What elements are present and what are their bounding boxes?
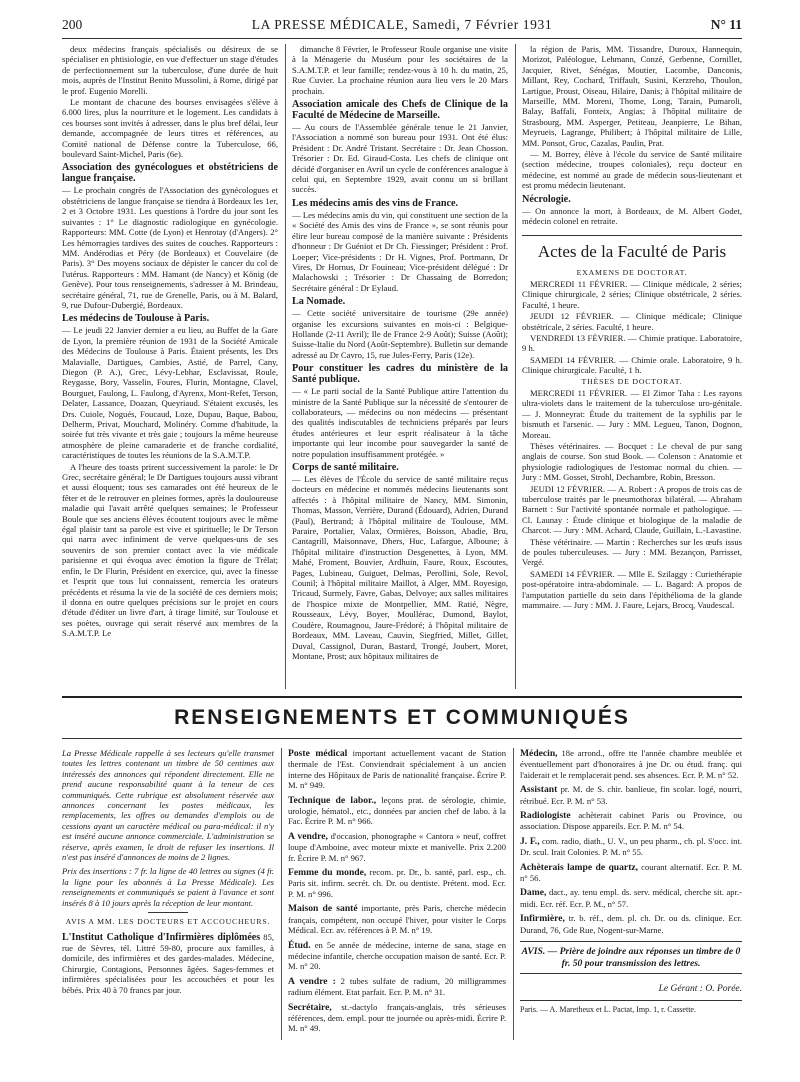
page-header xyxy=(62,17,742,35)
news-paragraph: — Au cours de l'Assemblée générale tenue le 21 Janvier, l'Association a nommé son bureau pour 1931. Ont été élus: Président : Dr. André Tristant. Secrétaire : Dr. Jean Chosson. Trésorier : Dr. Ed. Giraud-Costa. Les chefs de clinique ont décidé d'organiser en Avril un cycle de conférences analogue à celui qui, en Septembre 1929, avait connu un si brillant succès. xyxy=(292,122,508,195)
ad-body: pr. M. de S. chir. banlieue, fin scolar. logé, nourri, rétribué. Ecr. P. M. n° 53. xyxy=(520,784,742,806)
theses-list xyxy=(522,388,742,611)
band-top-rule xyxy=(62,696,742,698)
ad-lead: Femme du monde, xyxy=(288,867,367,879)
classified-ad xyxy=(288,903,506,935)
ad-lead: A vendre, xyxy=(288,830,328,842)
ad-body: tr. b. réf., dem. pl. ch. Dr. ou ds. clinique. Ecr. Durand, 76, Gde Rue, Nogent-sur-Marne. xyxy=(520,913,742,935)
news-paragraph: — Le prochain congrès de l'Association des gynécologues et obstétriciens de langue française se tiendra à Bordeaux les 1er, 2 et 3 Octobre 1931. Les questions à l'ordre du jour sont les suivantes : 1° Le diagnostic radiologique en gynécologie. Rapporteurs: MM. Cotte (de Lyon) et Henrotay (d'Angers). 2° Les hémorragies tardives des suites de couches. Rapporteurs : MM. Andérodias et Péry (de Bordeaux) et Couvelaire (de Paris). 3° Des moyens sociaux de dépister le cancer du col de l'utérus. Rapporteurs : MM. Hamant (de Nancy) et König (de Genève). Pour tous renseignements, s'adresser à M. Brindeau, secrétaire général, 71, rue de Grenelle, Paris, ou à M. Balard, 9, rue Dufour-Dubergié, Bordeaux. xyxy=(62,185,278,310)
ad-lead: Maison de santé xyxy=(288,903,358,915)
exam-entry: MERCREDI 11 FÉVRIER. — Clinique médicale, 2 séries; Clinique chirurgicale, 2 séries; Clinique obstétricale, 2 séries. Faculté, 1 heure. xyxy=(522,278,742,310)
news-heading: Corps de santé militaire. xyxy=(292,462,399,473)
ad-body: courant alternatif. Ecr. P. M. n° 56. xyxy=(520,861,742,884)
exam-entry: VENDREDI 13 FÉVRIER. — Chimie pratique. Laboratoire, 9 h. xyxy=(522,332,742,354)
classified-ad xyxy=(288,795,506,827)
exam-entry: JEUDI 12 FÉVRIER. — Clinique médicale; Clinique obstétricale, 2 séries. Faculté, 1 heure. xyxy=(522,311,742,332)
ad-body: recom. pr. Dr., b. santé, parl. esp., ch. Paris sit. infirm. secrét. ch. Dr. ou dentiste. Prétent. mod. Ecr. P. M. n° 996. xyxy=(288,867,506,899)
ad-body: 18e arrond., offre tte l'année chambre meublée et éventuellement part d'honoraires à jne Dr. ou étud. franç. qui l'aiderait et le remplacerait pend. ses absences. Ecr. P. M. n° 52. xyxy=(520,748,742,780)
ad-body: 2 tubes sulfate de radium, 20 milligrammes radium élément. Etat parfait. Ecr. P. M. n° 31. xyxy=(288,975,506,998)
classified-list xyxy=(520,748,742,935)
announcements-column-1 xyxy=(62,748,274,1040)
news-paragraph: — On annonce la mort, à Bordeaux, de M. Albert Godet, médecin colonel en retraite. xyxy=(522,205,742,227)
news-paragraph: A l'heure des toasts prirent successivement la parole: le Dr Grec, secrétaire général; le Dr Dartigues toujours aussi vibrant et aussi éloquent; tous ses camarades ont été heureux de le fêter et de le retrouver en pleines formes, après la douloureuse maladie qui l'avait arrêté quelques semaines; le Professeur Boule que ses anciens élèves écoutent toujours avec le même égal plaisir tant sa parole est vive et spirituelle; le Dr Terson qui narra avec infiniment de verve quelques-uns de ses souvenirs de son premier contact avec la vie médicale parisienne et qui évoqua avec émotion la figure de Trélat; enfin, le Dr Flurin, Président en exercice, qui, avec la finesse et l'esprit que tous lui connaissent, remercia les orateurs précédents et résuma la vie de la société de ces derniers mois; il donna en outre quelques précisions sur le projet en cours d'étude d'éditer un livre d'art, à tirage limité, sur Toulouse et ses poètes, ouvrage qui serait réservé aux membres de la S.A.M.T.P. Le xyxy=(62,461,278,639)
ad-body: achèterait cabinet Paris ou Province, ou association. Dispose appareils. Ecr. P. M. n° 54. xyxy=(520,810,742,832)
thesis-entry: SAMEDI 14 FÉVRIER. — Mlle E. Szilaggy : Curiethérapie post-opératoire intra-abdominale. — L. Bagard: A propos de l'amputation partielle du sein dans l'épithélioma de la glande mammaire. — Jury : MM. J. Faure, Lejars, Brocq, Vaudescal. xyxy=(522,568,742,611)
classified-ad xyxy=(520,748,742,780)
thesis-entry: MERCREDI 11 FÉVRIER. — El Zimor Taha : Les rayons ultra-violets dans le traitement de la tuberculose uro-génitale. — J. Monneyrat: Étude du traitement de la syphilis par le bismuth et l'arsenic. — Jury : MM. Legueu, Tanon, Dognon, Moreau. xyxy=(522,387,742,440)
thesis-entry: Thèse vétérinaire. — Martin : Recherches sur les œufs issus de poules tuberculeuses. — Jury : MM. Bezançon, Parrisset, Vergé. xyxy=(522,536,742,568)
thesis-entry: Thèses vétérinaires. — Bocquet : Le cheval de pur sang anglais de course. Son stud Book. — Colenson : Anatomie et physiologie radiologiques de l'estomac normal du chien. — Jury : MM. Gosset, Strohl, Dechambre, Robin, Bresson. xyxy=(522,441,742,483)
ad-lead: Étud. xyxy=(288,939,311,951)
news-heading: Nécrologie. xyxy=(522,193,571,205)
classified-ad xyxy=(288,831,506,863)
news-paragraph: — Le jeudi 22 Janvier dernier a eu lieu, au Buffet de la Gare de Lyon, la première réunion de 1931 de la Société Amicale des Médecins de Toulouse à Paris. Étaient présents, les Drs Malavialle, Dartigues, Cambies, Astié, de Parrel, Cany, Diegon (P. A.), Grec, Lévy-Lebhar, Esclavissat, Roule, Reygasse, Bory, Vasselin, Foures, Flurin, Montagne, Clavel, Bourguet, Faulong, L. Faulong, d'Ayrenx, Mont-Refet, Terson, Delater, Lassance, Doazan, Queyriaud. S'étaient excusés, les Drs. Cuiole, Nogués, Foucaud, Loze, Dupau, Baque, Babou, Delherm, Privat, Mouchard, Molinéry. Comme d'habitude, la soirée fut très vivante et très gaie ; toujours la même heureuse atmosphère de pleine camaraderie et de franche cordialité, caractéristiques de toutes les réunions de la S.A.M.T.P. xyxy=(62,325,278,461)
news-paragraph: dimanche 8 Février, le Professeur Roule organise une visite à la Ménagerie du Muséum pour les sociétaires de la S.A.M.T.P. et leur famille; rendez-vous à 10 h. du matin, 25, Rue Cuvier. La prochaine réunion aura lieu vers le 20 Mars prochain. xyxy=(292,44,508,96)
classified-ad xyxy=(520,862,742,884)
ad-body: leçons prat. de sérologie, chimie, urologie, hématol., etc., données par ancien chef de labo. à la Fac. Écrire P. M. n° 966. xyxy=(288,794,506,827)
ad-lead: Achèterais lampe de quartz, xyxy=(520,861,639,873)
classified-ad xyxy=(288,976,506,998)
column-divider xyxy=(513,748,514,1040)
ad-lead: Technique de labor., xyxy=(288,794,377,806)
institute-details: 85, rue de Sèvres, tél. Littré 59-80, procure aux familles, à domicile, des infirmières et des gardes-malades. Médecine, Chirurgie, Contagions, Personnes âgées. Sages-femmes et infirmières spécialisées pour les accouchées et pour les bébés. Prix 40 à 70 francs par jour. xyxy=(62,931,274,995)
notice-intro: La Presse Médicale rappelle à ses lecteurs qu'elle transmet toutes les lettres contenant un timbre de 50 centimes aux intéressés des annonces qui répondent directement. Elle ne prend aucune responsabilité quant à la teneur de ces communiqués. Cette rubrique est absolument réservée aux annonces concernant les postes médicaux, les remplacements, les offres ou demandes d'emplois ou de cessions ayant un caractère médical ou para-médical: il n'y est inséré aucune annonce commerciale. L'administration se réserve, après examen, le droit de refuser les insertions. Il n'est pas inséré d'annonces de moins de 2 lignes. xyxy=(62,748,274,863)
announcements-column-2 xyxy=(288,748,506,1040)
institute-name: L'Institut Catholique d'Infirmières diplômées xyxy=(62,931,261,943)
avis-heading: AVIS A MM. LES DOCTEURS ET ACCOUCHEURS. xyxy=(65,917,271,927)
news-paragraph: Le montant de chacune des bourses envisagées s'élève à 6.000 lires, plus la nourriture et le logement. Les candidats à ces bourses sont invités à adresser, dans le plus bref délai, leur demande, accompagnée de leurs titres et références, au Comité national de Défense contre la Tuberculose, 66, boulevard Saint-Michel, Paris (6e). xyxy=(62,97,278,160)
military-continued xyxy=(522,44,742,227)
ad-lead: Poste médical xyxy=(288,748,348,759)
news-paragraph: — « Le parti social de la Santé Publique attire l'attention du ministre de la Santé Publique sur la nécessité de s'entourer de collaborateurs, — médecins ou non médecins — présentant des qualités indiscutables de techniciens préparés par leurs études antérieures et leur esprit réalisateur à la tâche importante qui leur incombe pour sauvegarder la santé de notre population insuffisamment protégée. » xyxy=(292,386,508,459)
ad-body: en 5e année de médecine, interne de sana, stage en médecine infantile, cherche occupation maison de santé. Ecr. P. M. n° 20. xyxy=(288,939,506,972)
news-column-1 xyxy=(62,44,278,689)
news-paragraph: la région de Paris, MM. Tissandre, Duroux, Hannequin, Morizot, Paléologue, Lehmann, Conzé, Gerbenne, Cornillet, Jacquier, Rivet, Sénégas, Moutier, Lacombe, Danconis, Millant, Rey, Cochard, Triffault, Susini, Kerzreho, Thoulon, Lartigue, Proust, Oiseau, Hilaire, Danis; à l'hôpital militaire de Marseille, MM. Moreni, Thome, Long, Tarain, Pumaroli, Balay, Baffali, Fonteix, Angias; à l'hôpital militaire de Strasbourg, MM. Asperger, Petiteau, Jeanpierre, Le Bihan, Meyrueis, Lagrange, Philibert; à l'hôpital militaire de Lille, MM. Ponsot, Groc, Cazalas, Paulin, Prat. xyxy=(522,44,742,148)
news-paragraph: — Cette société universitaire de tourisme (29e année) organise les excursions suivantes en mois-ci : Belgique-Hollande (2-11 Avril); Ile de France 2-9 Août); Suisse (Août); Suisse-Italie du Nord (Août-Septembre). Bulletin sur demande adressé au Dr Cavro, 15, rue Jules-Ferry, Paris (12e). xyxy=(292,308,508,360)
classified-ad xyxy=(520,836,742,858)
classified-ad xyxy=(288,940,506,972)
news-heading: Les médecins amis des vins de France. xyxy=(292,197,459,209)
news-heading: La Nomade. xyxy=(292,296,346,308)
insertion-prices: Prix des insertions : 7 fr. la ligne de 40 lettres ou signes (4 fr. la ligne pour les abonnés à La Presse Médicale). Les renseignements et communiqués se paient à l'avance et sont insérés 8 à 10 jours après la réception de leur montant. xyxy=(62,866,274,908)
exam-list xyxy=(522,279,742,376)
news-heading: Association amicale des Chefs de Clinique de la Faculté de Médecine de Marseille. xyxy=(292,99,508,122)
classified-ad xyxy=(520,913,742,935)
avis-box: AVIS. — Prière de joindre aux réponses un timbre de 0 fr. 50 pour transmission des lettres. xyxy=(520,941,742,974)
classified-ad xyxy=(520,887,742,909)
news-paragraph: — Les médecins amis du vin, qui constituent une section de la « Société des Amis des vins de France », se sont réunis pour élire leur bureau composé de la manière suivante : Présidents d'honneur : Dr Guéniot et Dr Ch. Fiessinger; Président : Prof. Loeper; Vice-présidents : Dr H. Vignes, Prof. Portmann, Dr Vires, Dr Hornus, Dr Fouineau; Vice-président délégué : Dr Malachowski ; Trésorier : Dr Chassaing de Borredon; Secrétaire général : Dr Eylaud. xyxy=(292,209,508,293)
classified-ad xyxy=(520,784,742,806)
faculty-section-title: Actes de la Faculté de Paris xyxy=(522,235,742,262)
column-divider xyxy=(281,748,282,1040)
ad-lead: Infirmière, xyxy=(520,913,565,925)
exam-entry: SAMEDI 14 FÉVRIER. — Chimie orale. Laboratoire, 9 h. Clinique chirurgicale. Faculté, 1 h. xyxy=(522,354,742,376)
ad-lead: Radiologiste xyxy=(520,810,571,822)
ad-lead: A vendre : xyxy=(288,975,336,987)
manager-signature: Le Gérant : O. Porée. xyxy=(658,983,742,994)
news-column-2 xyxy=(292,44,508,689)
news-column-3 xyxy=(522,44,742,689)
ad-body: important actuellement vacant de Station thermale de l'Est. Conviendrait spécialement à un ancien interne des Hôpitaux de Paris de nationalité française. Écrire P. M. n° 949. xyxy=(288,748,506,791)
institute-notice xyxy=(62,932,274,995)
issue-number: N° 11 xyxy=(710,17,742,32)
ad-body: st.-dactylo français-anglais, très sérieuses références, dem. empl. pour tte journée ou après-midi. Écrire P. M. n° 49. xyxy=(288,1001,506,1034)
news-heading: Association des gynécologues et obstétriciens de langue française. xyxy=(62,162,278,185)
news-heading: Les médecins de Toulouse à Paris. xyxy=(62,313,210,325)
news-paragraph: — Les élèves de l'École du service de santé militaire reçus docteurs en médecine et nommés médecins lieutenants sont affectés : à l'hôpital militaire de Nancy, MM. Simonin, Thomas, Masson, Verrière, Durand (Édouard), Adrien, Durand (Paul), Bertrand; à l'hôpital militaire de Toulouse, MM. Paraire, Portalier, Valax, Ormières, Boisson, Abadie, Bru, Cantagrill, Maisonnave, Dhers, Huc, Lafargue, Alboune; à l'hôpital militaire d'instruction Desgenettes, à Lyon, MM. Mahé, Froment, Bouvier, Ardhuin, Faure, Roux, Escoutes, Pages, Lubineau, Guiguet, Delmas, Perollini, Sole, Revol, Counil; à l'hôpital militaire Maillot, à Alger, MM. Royesigo, Tricaud, Surmely, Favre, Gabas, Delvoye; aux salles militaires de l'hospice mixte de Montpellier, MM. Ratié, Nègre, Rousseaux, Lévy, Boyer, Moullérac, Dumond, Baylot, Coudère, Roumagnou, Jaure-Frédoré; à l'hôpital militaire de Bordeaux, MM. Laveau, Cauvin, Siegfried, Millet, Gillet, Duval, Cassignol, Duran, Bastard, Trongé, Joubert, Moret, Montane, Prost; aux hôpitaux militaires de xyxy=(292,474,508,661)
ad-lead: Secrétaire, xyxy=(288,1001,332,1013)
ad-body: dact., ay. tenu empl. ds. serv. médical, cherche sit. apr.-midi. Ecr. réf. Ecr. P. M., n° 57. xyxy=(520,887,742,909)
ad-body: com. radio, diath., U. V., un peu pharm., ch. pl. S'occ. int. Dr. scul. Irait Colonies. P. M. n° 55. xyxy=(520,835,742,858)
ad-body: d'occasion, phonographe « Cantora » neuf, coffret loupe d'Amboine, avec moteur mixte et manivelle. Prix 2.200 fr. Écrire P. M. n° 967. xyxy=(288,830,506,863)
journal-title: LA PRESSE MÉDICALE, Samedi, 7 Février 1931 xyxy=(251,17,553,32)
news-paragraph: deux médecins français spécialisés ou désireux de se spécialiser en phtisiologie, en vue d'effectuer un stage d'études de perfectionnement sur la tuberculose, d'une durée de huit mois, auprès de l'Institut Benito Mussolini, à Rome, dirigé par le prof. Eugenio Morelli. xyxy=(62,44,278,96)
page-number: 200 xyxy=(62,17,83,32)
announcements-column-3 xyxy=(520,748,742,1040)
classified-ad xyxy=(288,748,506,791)
printer-imprint: Paris. — A. Maretheux et L. Pactat, Imp. 1, r. Cassette. xyxy=(520,1000,742,1015)
ad-body: importante, près Paris, cherche médecin français, compétent, non occupé l'hiver, pour visiter le Corps Médical. Ecr. av. références à P. M. n° 19. xyxy=(288,903,506,936)
ad-lead: Assistant xyxy=(520,784,558,796)
exams-heading: EXAMENS DE DOCTORAT. xyxy=(576,267,688,277)
header-rule xyxy=(62,38,742,39)
section-banner-title: RENSEIGNEMENTS ET COMMUNIQUÉS xyxy=(174,706,630,729)
news-heading: Pour constituer les cadres du ministère de la Santé publique. xyxy=(292,363,508,386)
theses-heading: THÈSES DE DOCTORAT. xyxy=(581,376,683,386)
classified-ad xyxy=(520,810,742,832)
ad-lead: Médecin, xyxy=(520,748,558,759)
column-divider xyxy=(285,44,286,689)
band-bottom-rule xyxy=(62,738,742,739)
classified-ad xyxy=(288,867,506,899)
thesis-entry: JEUDI 12 FÉVRIER. — A. Robert : A propos de trois cas de tuberculose traités par le pneumothorax bilatéral. — Abraham Barnett : Sur l'activité spontanée normale et pathologique. — Cl. Launay : Étude clinique et biologique de la maladie de Charcot. — Jury : MM. Achard, Claude, Guillain, L.-Lavastine. xyxy=(522,483,742,536)
short-rule xyxy=(148,912,188,913)
column-divider xyxy=(515,44,516,689)
classified-ad xyxy=(288,1002,506,1034)
ad-lead: J. F., xyxy=(520,835,540,847)
news-paragraph: — M. Borrey, élève à l'école du service de Santé militaire (section médecine, troupes coloniales), reçu docteur en médecine, est nommé au grade de médecin sous-lieutenant et est promu médecin lieutenant. xyxy=(522,149,742,191)
ad-lead: Dame, xyxy=(520,887,547,899)
